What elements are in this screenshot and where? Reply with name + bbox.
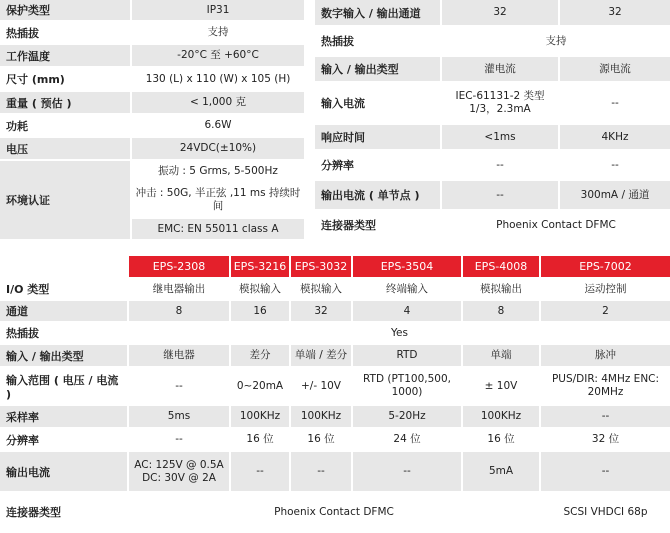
model-header: EPS-3032 bbox=[290, 256, 352, 278]
spec-label: 保护类型 bbox=[0, 0, 131, 21]
spec-label: 连接器类型 bbox=[0, 492, 128, 532]
spec-value: -- bbox=[352, 451, 462, 492]
spec-label: 连接器类型 bbox=[315, 210, 441, 240]
spec-value: 脉冲 bbox=[540, 344, 670, 367]
spec-value: 继电器 bbox=[128, 344, 230, 367]
spec-value: -- bbox=[230, 451, 290, 492]
module-comparison-table bbox=[0, 256, 670, 533]
spec-value: 16 bbox=[230, 300, 290, 322]
spec-label: 环境认证 bbox=[0, 160, 131, 240]
spec-value: 振动 : 5 Grms, 5-500Hz bbox=[131, 160, 304, 182]
spec-value: 32 bbox=[559, 0, 670, 26]
spec-label: 重量 ( 预估 ) bbox=[0, 91, 131, 114]
spec-label: 输出电流 bbox=[0, 451, 128, 492]
spec-value: AC: 125V @ 0.5A DC: 30V @ 2A bbox=[128, 451, 230, 492]
spec-label: 数字输入 / 输出通道 bbox=[315, 0, 441, 26]
spec-value: <1ms bbox=[441, 124, 559, 150]
spec-label: 输出电流 ( 单节点 ) bbox=[315, 180, 441, 210]
spec-value: 0~20mA bbox=[230, 367, 290, 405]
spec-value: Yes bbox=[128, 322, 670, 344]
spec-value: 100KHz bbox=[290, 405, 352, 428]
spec-label: 输入范围 ( 电压 / 电流 ) bbox=[0, 367, 128, 405]
spec-value: 24VDC(±10%) bbox=[131, 137, 304, 160]
spec-value: -- bbox=[128, 367, 230, 405]
spec-value: 130 (L) x 110 (W) x 105 (H) bbox=[131, 67, 304, 91]
spec-value: 模拟输出 bbox=[462, 278, 540, 300]
spec-value: 单端 / 差分 bbox=[290, 344, 352, 367]
spec-value: 终端输入 bbox=[352, 278, 462, 300]
spec-value: 运动控制 bbox=[540, 278, 670, 300]
spec-value: 5ms bbox=[128, 405, 230, 428]
spec-value: 6.6W bbox=[131, 114, 304, 137]
spec-value: 100KHz bbox=[230, 405, 290, 428]
spec-value: EMC: EN 55011 class A bbox=[131, 218, 304, 240]
spec-label: 热插拔 bbox=[315, 26, 441, 56]
spec-value: 单端 bbox=[462, 344, 540, 367]
spec-label: 输入 / 输出类型 bbox=[315, 56, 441, 82]
spec-value: 8 bbox=[462, 300, 540, 322]
spec-value: -- bbox=[559, 150, 670, 180]
spec-value: 冲击 : 50G, 半正弦 ,11 ms 持续时间 bbox=[131, 182, 304, 218]
spec-value: 300mA / 通道 bbox=[559, 180, 670, 210]
spec-value: -- bbox=[540, 405, 670, 428]
spec-value: 8 bbox=[128, 300, 230, 322]
spec-value: 5mA bbox=[462, 451, 540, 492]
spec-label: I/O 类型 bbox=[0, 278, 128, 300]
spec-value: 灌电流 bbox=[441, 56, 559, 82]
model-header: EPS-3504 bbox=[352, 256, 462, 278]
spec-value: 32 bbox=[441, 0, 559, 26]
spec-value: 32 bbox=[290, 300, 352, 322]
spec-label: 通道 bbox=[0, 300, 128, 322]
spec-value: < 1,000 克 bbox=[131, 91, 304, 114]
spec-value: 16 位 bbox=[462, 428, 540, 451]
spec-label: 电压 bbox=[0, 137, 131, 160]
spec-label: 输入电流 bbox=[315, 82, 441, 124]
spec-value: 支持 bbox=[131, 21, 304, 44]
spec-value: 5-20Hz bbox=[352, 405, 462, 428]
spec-value: SCSI VHDCI 68p bbox=[540, 492, 670, 532]
spec-value: 32 位 bbox=[540, 428, 670, 451]
model-header: EPS-3216 bbox=[230, 256, 290, 278]
spec-value: 模拟输入 bbox=[230, 278, 290, 300]
spec-label: 功耗 bbox=[0, 114, 131, 137]
spec-value: -- bbox=[559, 82, 670, 124]
spec-value: RTD (PT100,500, 1000) bbox=[352, 367, 462, 405]
spec-value: 继电器输出 bbox=[128, 278, 230, 300]
model-header: EPS-4008 bbox=[462, 256, 540, 278]
spec-label: 分辨率 bbox=[315, 150, 441, 180]
spec-value: -- bbox=[441, 150, 559, 180]
spec-value: IP31 bbox=[131, 0, 304, 21]
spec-value: RTD bbox=[352, 344, 462, 367]
spec-value: 差分 bbox=[230, 344, 290, 367]
model-header: EPS-7002 bbox=[540, 256, 670, 278]
spec-label: 热插拔 bbox=[0, 322, 128, 344]
spec-label: 工作温度 bbox=[0, 44, 131, 67]
spec-value: ± 10V bbox=[462, 367, 540, 405]
spec-value: 4 bbox=[352, 300, 462, 322]
spec-value: 100KHz bbox=[462, 405, 540, 428]
spec-value: 2 bbox=[540, 300, 670, 322]
spec-value: 16 位 bbox=[290, 428, 352, 451]
spec-value: PUS/DIR: 4MHz ENC: 20MHz bbox=[540, 367, 670, 405]
spec-value: -20°C 至 +60°C bbox=[131, 44, 304, 67]
environment-spec-table bbox=[0, 0, 304, 241]
model-header: EPS-2308 bbox=[128, 256, 230, 278]
spec-label: 输入 / 输出类型 bbox=[0, 344, 128, 367]
header-blank bbox=[0, 256, 128, 278]
spec-value: 4KHz bbox=[559, 124, 670, 150]
spec-value: Phoenix Contact DFMC bbox=[441, 210, 670, 240]
spec-value: 模拟输入 bbox=[290, 278, 352, 300]
spec-value: -- bbox=[441, 180, 559, 210]
spec-label: 尺寸 (mm) bbox=[0, 67, 131, 91]
spec-label: 分辨率 bbox=[0, 428, 128, 451]
spec-label: 热插拔 bbox=[0, 21, 131, 44]
spec-value: +/- 10V bbox=[290, 367, 352, 405]
spec-value: 24 位 bbox=[352, 428, 462, 451]
spec-label: 采样率 bbox=[0, 405, 128, 428]
spec-value: -- bbox=[128, 428, 230, 451]
spec-label: 响应时间 bbox=[315, 124, 441, 150]
spec-value: -- bbox=[290, 451, 352, 492]
spec-value: IEC-61131-2 类型 1/3，2.3mA bbox=[441, 82, 559, 124]
spec-value: -- bbox=[540, 451, 670, 492]
spec-value: 支持 bbox=[441, 26, 670, 56]
digital-io-spec-table bbox=[315, 0, 670, 241]
spec-value: 16 位 bbox=[230, 428, 290, 451]
spec-value: 源电流 bbox=[559, 56, 670, 82]
spec-value: Phoenix Contact DFMC bbox=[128, 492, 540, 532]
